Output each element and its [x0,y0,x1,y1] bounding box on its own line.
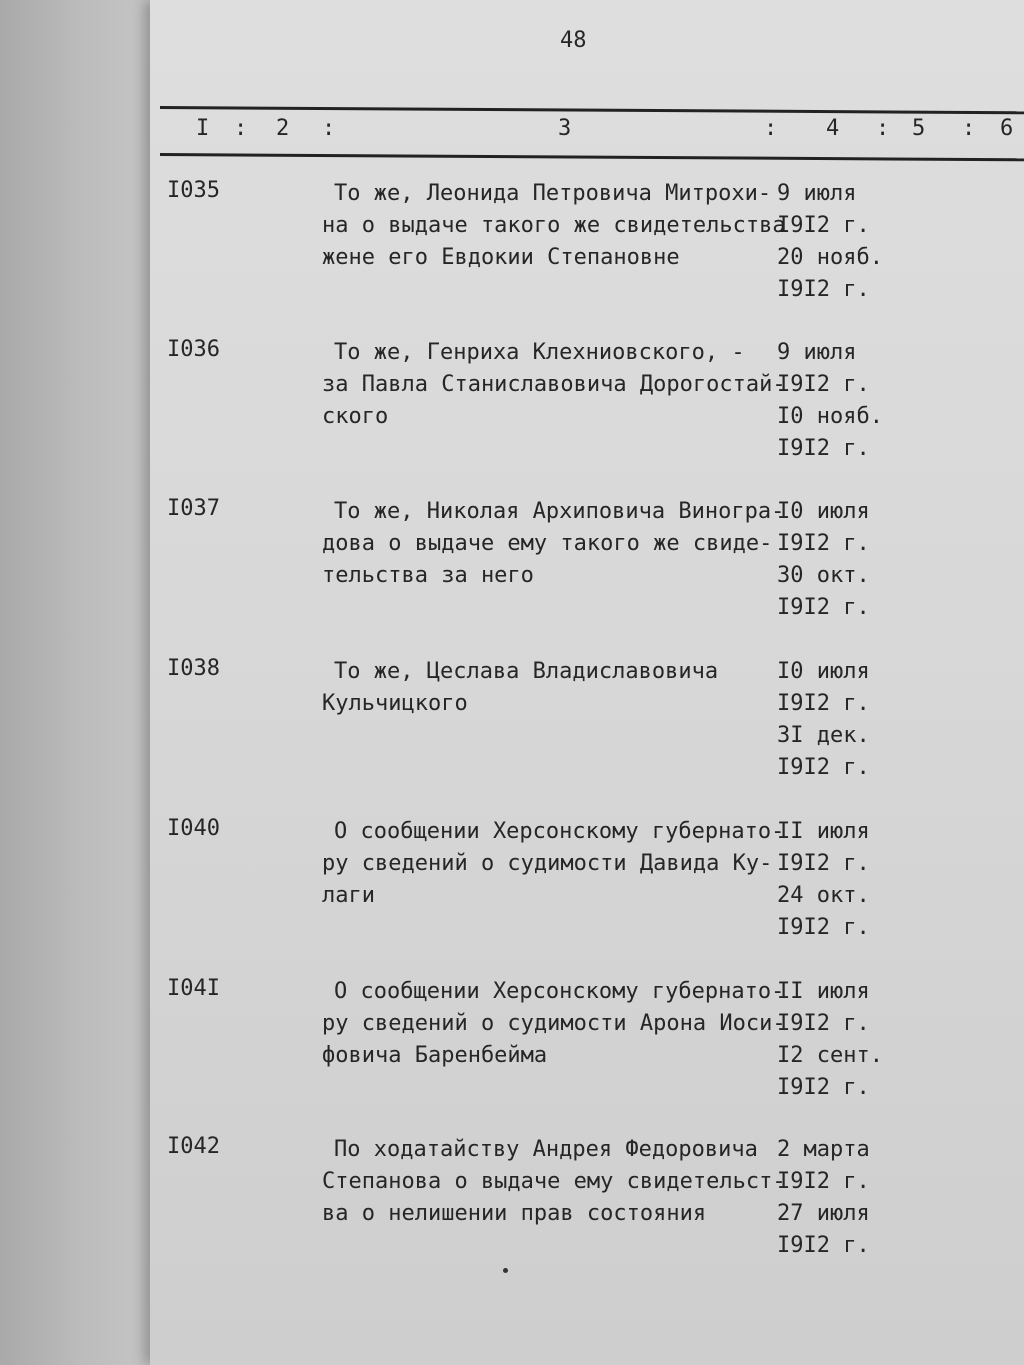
column-header-2: 2 [276,116,290,141]
entry-description [322,656,782,720]
column-header-5: 5 [912,116,926,141]
description-line: за Павла Станиславовича Дорогостай- [322,372,786,397]
end-date: 24 окт. [777,883,870,908]
end-year: I9I2 г. [777,755,870,780]
entry-number: I042 [167,1134,220,1159]
description-line: на о выдаче такого же свидетельства [322,213,786,238]
end-date: 30 окт. [777,563,870,588]
entry-description [322,816,785,912]
description-line: дова о выдаче ему такого же свиде- [322,531,773,556]
description-line: Кульчицкого [322,691,468,716]
entry-dates [777,816,887,944]
entry-dates [777,1134,887,1262]
description-line: О сообщении Херсонскому губернато- [334,979,785,1004]
entry-dates [777,337,887,465]
start-date: II июля [777,979,870,1004]
start-year: I9I2 г. [777,1011,870,1036]
start-date: I0 июля [777,659,870,684]
end-date: 3I дек. [777,723,870,748]
start-date: 9 июля [777,340,857,365]
end-year: I9I2 г. [777,1233,870,1258]
column-header-separator: : [764,116,778,141]
start-date: II июля [777,819,870,844]
description-line: лаги [322,883,375,908]
entry-description [322,337,786,433]
description-line: О сообщении Херсонскому губернато- [334,819,785,844]
description-line: ского [322,404,389,429]
start-year: I9I2 г. [777,372,870,397]
end-year: I9I2 г. [777,277,870,302]
ink-dot [503,1268,508,1273]
end-date: 20 нояб. [777,245,883,270]
column-header-1: I [196,116,210,141]
description-line: То же, Цеслава Владиславовича [334,659,719,684]
column-header-separator: : [962,116,976,141]
entry-number: I040 [167,816,220,841]
entry-number: I035 [167,178,220,203]
end-year: I9I2 г. [777,436,870,461]
entry-description [322,496,785,592]
entry-dates [777,178,887,306]
start-date: 9 июля [777,181,857,206]
page-number: 48 [560,28,587,53]
start-year: I9I2 г. [777,691,870,716]
description-line: То же, Генриха Клехниовского, - [334,340,745,365]
end-date: I2 сент. [777,1043,883,1068]
start-year: I9I2 г. [777,213,870,238]
start-year: I9I2 г. [777,1169,870,1194]
column-header-separator: : [876,116,890,141]
column-header-3: 3 [558,116,572,141]
description-line: То же, Николая Архиповича Виногра- [334,499,785,524]
end-year: I9I2 г. [777,595,870,620]
entry-description [322,976,786,1072]
end-date: I0 нояб. [777,404,883,429]
entry-dates [777,976,887,1104]
start-year: I9I2 г. [777,531,870,556]
entry-description [322,1134,786,1230]
description-line: тельства за него [322,563,534,588]
description-line: По ходатайству Андрея Федоровича [334,1137,758,1162]
start-date: I0 июля [777,499,870,524]
description-line: жене его Евдокии Степановне [322,245,680,270]
column-header-separator: : [322,116,336,141]
entry-description [322,178,786,274]
description-line: фовича Баренбейма [322,1043,548,1068]
entry-number: I037 [167,496,220,521]
end-year: I9I2 г. [777,1075,870,1100]
column-header-4: 4 [826,116,840,141]
entry-number: I036 [167,337,220,362]
description-line: ру сведений о судимости Давида Ку- [322,851,773,876]
entry-number: I04I [167,976,220,1001]
description-line: Степанова о выдаче ему свидетельст- [322,1169,786,1194]
column-header-6: 6 [1000,116,1014,141]
end-date: 27 июля [777,1201,870,1226]
end-year: I9I2 г. [777,915,870,940]
start-year: I9I2 г. [777,851,870,876]
start-date: 2 марта [777,1137,870,1162]
description-line: ру сведений о судимости Арона Иоси- [322,1011,786,1036]
description-line: ва о нелишении прав состояния [322,1201,707,1226]
previous-page-edge [0,0,160,1365]
description-line: То же, Леонида Петровича Митрохи- [334,181,772,206]
column-header-separator: : [234,116,248,141]
entry-number: I038 [167,656,220,681]
entry-dates [777,656,887,784]
entry-dates [777,496,887,624]
